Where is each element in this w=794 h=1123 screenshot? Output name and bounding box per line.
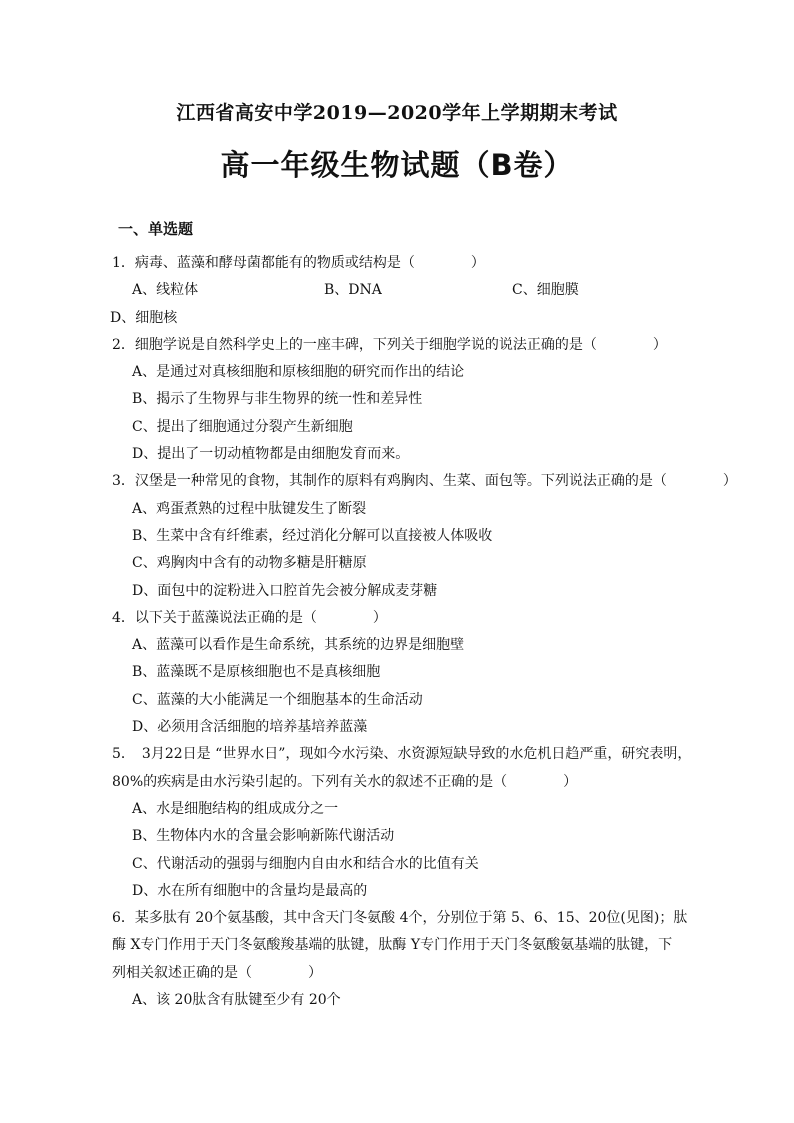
- question-5-option-c: C、代谢活动的强弱与细胞内自由水和结合水的比值有关: [132, 855, 479, 872]
- exam-paper-title: 高一年级生物试题（B卷）: [220, 148, 574, 182]
- question-2-option-a: A、是通过对真核细胞和原核细胞的研究而作出的结论: [132, 364, 465, 381]
- question-6-option-a: A、该 20肽含有肽键至少有 20个: [132, 992, 341, 1009]
- question-2-option-d: D、提出了一切动植物都是由细胞发育而来。: [132, 446, 410, 463]
- exam-school-title: 江西省高安中学2019—2020学年上学期期末考试: [176, 102, 618, 124]
- question-5-option-d: D、水在所有细胞中的含量均是最高的: [132, 882, 368, 899]
- section-heading: 一、单选题: [118, 220, 194, 238]
- question-list: [110, 250, 737, 1014]
- question-4-option-c: C、蓝藻的大小能满足一个细胞基本的生命活动: [132, 691, 423, 708]
- question-4-option-b: B、蓝藻既不是原核细胞也不是真核细胞: [132, 664, 381, 681]
- question-1-stem: 1．病毒、蓝藻和酵母菌都能有的物质或结构是（ ）: [112, 255, 485, 271]
- question-3-option-d: D、面包中的淀粉进入口腔首先会被分解成麦芽糖: [132, 582, 438, 599]
- question-2-stem: 2．细胞学说是自然科学史上的一座丰碑，下列关于细胞学说的说法正确的是（ ）: [112, 336, 667, 353]
- question-5-stem-line-1: 5． 3月22日是 “世界水日”，现如今水污染、水资源短缺导致的水危机日趋严重，研究表明，: [112, 746, 692, 763]
- question-1-option-a: A、线粒体: [132, 282, 199, 299]
- question-6-stem-line-1: 6．某多肽有 20个氨基酸，其中含天门冬氨酸 4个，分别位于第 5、6、15、20位(见图)；肽: [112, 910, 688, 927]
- question-4-option-d: D、必须用含活细胞的培养基培养蓝藻: [132, 719, 368, 736]
- question-3-option-c: C、鸡胸肉中含有的动物多糖是肝糖原: [132, 555, 367, 572]
- question-5-option-b: B、生物体内水的含量会影响新陈代谢活动: [132, 828, 395, 845]
- question-6-stem-line-2: 酶 X专门作用于天门冬氨酸羧基端的肽键，肽酶 Y专门作用于天门冬氨酸氨基端的肽键，下: [112, 937, 673, 954]
- question-3-stem: 3．汉堡是一种常见的食物，其制作的原料有鸡胸肉、生菜、面包等。下列说法正确的是（ ）: [112, 473, 737, 490]
- question-1-options-row: [112, 277, 712, 304]
- question-2-option-b: B、揭示了生物界与非生物界的统一性和差异性: [132, 391, 423, 408]
- question-5-stem-line-2: 80%的疾病是由水污染引起的。下列有关水的叙述不正确的是（ ）: [112, 773, 578, 790]
- question-1-option-c: C、细胞膜: [512, 282, 579, 299]
- question-5-option-a: A、水是细胞结构的组成成分之一: [132, 800, 339, 817]
- question-2-option-c: C、提出了细胞通过分裂产生新细胞: [132, 418, 353, 435]
- question-1-option-d: D、细胞核: [110, 309, 178, 326]
- question-4-option-a: A、蓝藻可以看作是生命系统，其系统的边界是细胞壁: [132, 637, 465, 654]
- question-1-option-b: B、DNA: [324, 282, 382, 299]
- question-3-option-a: A、鸡蛋煮熟的过程中肽键发生了断裂: [132, 500, 367, 517]
- question-6-stem-line-3: 列相关叙述正确的是（ ）: [112, 964, 322, 981]
- question-4-stem: 4．以下关于蓝藻说法正确的是（ ）: [112, 609, 387, 626]
- question-3-option-b: B、生菜中含有纤维素，经过消化分解可以直接被人体吸收: [132, 527, 493, 544]
